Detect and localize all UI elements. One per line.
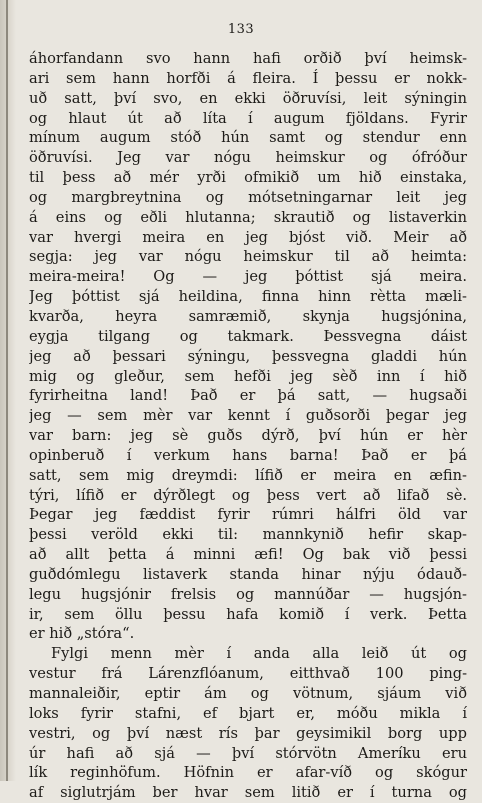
gutter-edge-line [6, 0, 8, 781]
text-line: er hið „stóra“. [29, 625, 135, 643]
text-line: og hlaut út að líta í augum fjöldans. Fyrir [29, 109, 467, 127]
page-body-text [29, 49, 467, 803]
text-line: segja: jeg var nógu heimskur til að heimta: [29, 248, 467, 266]
text-line: guðdómlegu listaverk standa hinar nýju ódauð- [29, 565, 467, 583]
text-line: mínum augum stóð hún samt og stendur enn [29, 129, 467, 147]
text-line: eygja tilgang og takmark. Þessvegna dáist [29, 327, 467, 345]
text-line: úr hafi að sjá — því stórvötn Ameríku eru [29, 744, 467, 762]
text-line: mig og gleður, sem hefði jeg sèð inn í hið [29, 367, 467, 385]
text-line: jeg að þessari sýningu, þessvegna gladdi hún [29, 347, 467, 365]
text-line: til þess að mér yrði ofmikið um hið einstaka, [29, 169, 467, 187]
text-line: þessi veröld ekki til: mannkynið hefir skap- [29, 526, 467, 544]
book-gutter [0, 0, 16, 781]
text-line: var hvergi meira en jeg bjóst við. Meir að [29, 228, 467, 246]
text-line: fyrirheitna land! Það er þá satt, — hugsaði [29, 387, 467, 405]
text-line: mannaleiðir, eptir ám og vötnum, sjáum við [29, 685, 467, 702]
text-line: uð satt, því svo, en ekki öðruvísi, leit sýningin [29, 89, 467, 107]
text-line: satt, sem mig dreymdi: lífið er meira en æfin- [29, 466, 467, 484]
text-line: Þegar jeg fæddist fyrir rúmri hálfri öld var [29, 506, 467, 524]
text-line: jeg — sem mèr var kennt í guðsorði þegar jeg [29, 407, 467, 425]
text-line: ir, sem öllu þessu hafa komið í verk. Þetta [29, 605, 467, 623]
text-line: vestri, og því næst rís þar geysimikil borg upp [29, 724, 467, 742]
text-line: meira-meira! Og — jeg þóttist sjá meira. [29, 268, 467, 286]
text-line: Fylgi menn mèr í anda alla leið út og [51, 645, 467, 663]
text-line: Jeg þóttist sjá heildina, finna hinn rètta mæli- [29, 288, 467, 306]
text-line: legu hugsjónir frelsis og mannúðar — hugsjón- [29, 585, 467, 603]
text-line: ari sem hann horfði á fleira. Í þessu er nokk- [29, 69, 467, 87]
text-line: lík reginhöfum. Höfnin er afar-víð og skógur [29, 764, 467, 782]
text-line: var barn: jeg sè guðs dýrð, því hún er hèr [29, 427, 467, 445]
text-line: loks fyrir stafni, ef bjart er, móðu mikla í [29, 704, 467, 722]
text-line: að allt þetta á minni æfi! Og bak við þessi [29, 546, 467, 564]
text-line: á eins og eðli hlutanna; skrautið og listaverkin [29, 208, 467, 226]
page-number: 133 [227, 22, 255, 37]
text-line: áhorfandann svo hann hafi orðið því heimsk- [29, 50, 467, 67]
text-line: kvarða, heyra samræmið, skynja hugsjónina, [29, 307, 467, 325]
text-line: týri, lífið er dýrðlegt og þess vert að lifað sè. [29, 486, 467, 504]
text-line: af siglutrjám ber hvar sem litið er í turna og [29, 784, 467, 802]
text-line: öðruvísi. Jeg var nógu heimskur og ófróður [29, 149, 467, 167]
text-line: og margbreytnina og mótsetningarnar leit jeg [29, 188, 467, 206]
text-line: vestur frá Lárenzflóanum, eitthvað 100 ping- [29, 665, 467, 683]
text-line: opinberuð í verkum hans barna! Það er þá [29, 446, 467, 464]
